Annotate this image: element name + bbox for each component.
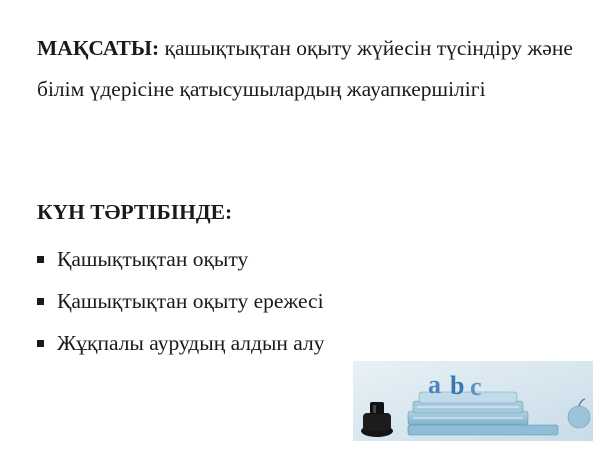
agenda-item (37, 238, 325, 280)
goal-label: МАҚСАТЫ: (37, 36, 160, 60)
abc-books-image (353, 361, 593, 441)
goal-text: қашықтықтан оқыту жүйесін түсіндіру және білім үдерісіне қатысушылардың жауапкершілігі (37, 36, 573, 101)
agenda-item (37, 280, 325, 322)
agenda-title: КҮН ТӘРТІБІНДЕ: (37, 200, 233, 224)
abc-letters (428, 370, 482, 401)
letter-b: b (450, 371, 465, 400)
square-bullet-icon (37, 340, 44, 347)
letter-c: c (470, 372, 482, 401)
agenda-item (37, 322, 325, 364)
letter-a: a (428, 370, 441, 399)
agenda-item-text: Қашықтықтан оқыту ережесі (57, 289, 324, 313)
agenda-item-text: Жұқпалы аурудың алдын алу (57, 331, 325, 355)
agenda-list (37, 238, 325, 364)
square-bullet-icon (37, 256, 44, 263)
agenda-item-text: Қашықтықтан оқыту (57, 247, 249, 271)
square-bullet-icon (37, 298, 44, 305)
goal-paragraph (37, 28, 577, 110)
